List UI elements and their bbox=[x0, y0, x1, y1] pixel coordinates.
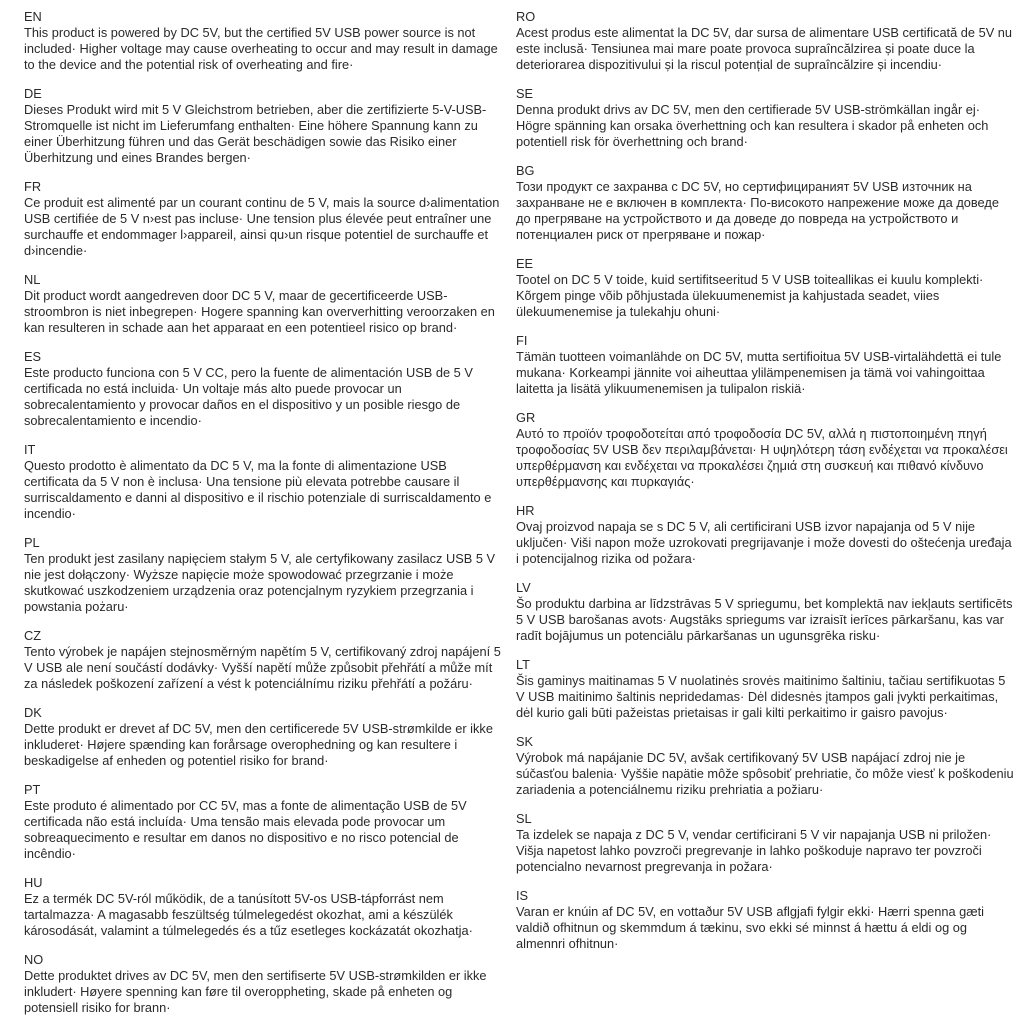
language-code: DK bbox=[24, 705, 42, 720]
language-code: RO bbox=[516, 9, 536, 24]
language-text: Tento výrobek je napájen stejnosměrným napětím 5 V, certifikovaný zdroj napájení 5 V USB ale není součástí dodávky· Vyšší napětí může způsobit přehřátí a může mít za následek poškození zařízení a vést k potenciálnímu riziku přehřátí a požáru· bbox=[24, 644, 501, 691]
language-text: Varan er knúin af DC 5V, en vottaður 5V USB aflgjafi fylgir ekki· Hærri spenna gæti valdið ofhitnun og skemmdum á tækinu, svo ekki sé minnst á hættu á eldi og og almennri ofhitnun· bbox=[516, 904, 985, 951]
language-text: Ta izdelek se napaja z DC 5 V, vendar certificirani 5 V vir napajanja USB ni priložen· Višja napetost lahko povzroči pregrevanje in lahko poškoduje napravo ter povzroči potencialno nevarnost pregrevanja in požara· bbox=[516, 827, 992, 874]
language-text: Este producto funciona con 5 V CC, pero la fuente de alimentación USB de 5 V certificada no está incluida· Un voltaje más alto puede provocar un sobrecalentamiento y provocar daños en el dispositivo y un posible riesgo de sobrecalentamiento e incendio· bbox=[24, 365, 473, 428]
language-section bbox=[24, 952, 504, 1016]
language-section bbox=[516, 580, 1016, 644]
language-section bbox=[516, 410, 1016, 490]
language-text: Questo prodotto è alimentato da DC 5 V, ma la fonte di alimentazione USB certificata da 5 V non è inclusa· Una tensione più elevata potrebbe causare il surriscaldamento e danni al dispositivo e il rischio potenziale di surriscaldamento e incendio· bbox=[24, 458, 492, 521]
language-section bbox=[24, 875, 504, 939]
language-section bbox=[24, 349, 504, 429]
language-section bbox=[516, 657, 1016, 721]
language-text: Ovaj proizvod napaja se s DC 5 V, ali certificirani USB izvor napajanja od 5 V nije uključen· Viši napon može uzrokovati pregrijavanje i može dovesti do oštećenja uređaja i potencijalnog rizika od požara· bbox=[516, 519, 1012, 566]
language-text: Šo produktu darbina ar līdzstrāvas 5 V spriegumu, bet komplektā nav iekļauts sertificēts 5 V USB barošanas avots· Augstāks spriegums var izraisīt ierīces pārkaršanu, kas var radīt bojājumus un potenciālu pārkaršanas un ugunsgrēka risku· bbox=[516, 596, 1013, 643]
language-text: Acest produs este alimentat la DC 5V, dar sursa de alimentare USB certificată de 5V nu este inclusă· Tensiunea mai mare poate provoca supraîncălzirea și poate duce la deteriorarea dispozitivului și la riscul potențial de supraîncălzire și incendiu· bbox=[516, 25, 1013, 72]
language-section bbox=[24, 442, 504, 522]
language-text: Denna produkt drivs av DC 5V, men den certifierade 5V USB-strömkällan ingår ej· Högre spänning kan orsaka överhettning och kan resultera i skador på enheten och potentiell risk för överhettning och brand· bbox=[516, 102, 989, 149]
language-code: PL bbox=[24, 535, 40, 550]
language-section bbox=[24, 9, 504, 73]
language-text: Este produto é alimentado por CC 5V, mas a fonte de alimentação USB de 5V certificada não está incluída· Uma tensão mais elevada pode provocar um sobreaquecimento e resultar em danos no dispositivo e no risco potencial de incêndio· bbox=[24, 798, 467, 861]
language-code: NL bbox=[24, 272, 41, 287]
language-code: SE bbox=[516, 86, 534, 101]
language-section bbox=[516, 503, 1016, 567]
language-section bbox=[516, 888, 1016, 952]
language-code: LT bbox=[516, 657, 530, 672]
language-section bbox=[24, 86, 504, 166]
language-section bbox=[516, 734, 1016, 798]
language-section bbox=[24, 705, 504, 769]
language-section bbox=[516, 333, 1016, 397]
language-section bbox=[24, 782, 504, 862]
language-code: GR bbox=[516, 410, 536, 425]
language-code: SL bbox=[516, 811, 532, 826]
language-code: PT bbox=[24, 782, 41, 797]
language-code: EE bbox=[516, 256, 534, 271]
language-section bbox=[24, 535, 504, 615]
language-code: DE bbox=[24, 86, 42, 101]
language-code: LV bbox=[516, 580, 531, 595]
language-section bbox=[516, 86, 1016, 150]
language-code: SK bbox=[516, 734, 534, 749]
language-code: CZ bbox=[24, 628, 42, 643]
language-code: IT bbox=[24, 442, 36, 457]
column-right bbox=[516, 9, 1016, 1024]
column-left bbox=[24, 9, 504, 1024]
language-text: Dette produkt er drevet af DC 5V, men den certificerede 5V USB-strømkilde er ikke inkluderet· Højere spænding kan forårsage overophedning og kan resultere i beskadigelse af enheden og potentiel risiko for brand· bbox=[24, 721, 493, 768]
language-text: Ten produkt jest zasilany napięciem stałym 5 V, ale certyfikowany zasilacz USB 5 V nie jest dołączony· Wyższe napięcie może spowodować przegrzanie i może skutkować uszkodzeniem urządzenia oraz potencjalnym ryzykiem przegrzania i powstania pożaru· bbox=[24, 551, 496, 614]
language-text: Tootel on DC 5 V toide, kuid sertifitseeritud 5 V USB toiteallikas ei kuulu komplekti· Kõrgem pinge võib põhjustada ülekuumenemist ja kahjustada seadet, viies ülekuumenemise ja tulekahju ohuni· bbox=[516, 272, 984, 319]
language-text: This product is powered by DC 5V, but the certified 5V USB power source is not included· Higher voltage may cause overheating to occur and may result in damage to the device and the potential risk of overheating and fire· bbox=[24, 25, 498, 72]
language-code: EN bbox=[24, 9, 42, 24]
language-code: HR bbox=[516, 503, 535, 518]
language-text: Αυτό το προϊόν τροφοδοτείται από τροφοδοσία DC 5V, αλλά η πιστοποιημένη πηγή τροφοδοσίας 5V USB δεν περιλαμβάνεται· Η υψηλότερη τάση ενδέχεται να προκαλέσει υπερθέρμανση και ενδέχεται να προκαλέσει ζημιά στη συσκευή και πιθανό κίνδυνο υπερθέρμανσης και πυρκαγιάς· bbox=[516, 426, 1008, 489]
language-code: IS bbox=[516, 888, 529, 903]
language-text: Dette produktet drives av DC 5V, men den sertifiserte 5V USB-strømkilden er ikke inkludert· Høyere spenning kan føre til overoppheting, skade på enheten og potensiell risiko for brann· bbox=[24, 968, 487, 1015]
language-text: Dit product wordt aangedreven door DC 5 V, maar de gecertificeerde USB-stroombron is niet inbegrepen· Hogere spanning kan oververhitting veroorzaken en kan resulteren in schade aan het apparaat en een potentieel risico op brand· bbox=[24, 288, 495, 335]
language-code: BG bbox=[516, 163, 535, 178]
language-section bbox=[24, 272, 504, 336]
language-text: Dieses Produkt wird mit 5 V Gleichstrom betrieben, aber die zertifizierte 5-V-USB-Stromquelle ist nicht im Lieferumfang enthalten· Eine höhere Spannung kann zu einer Überhitzung führen und das Gerät beschädigen sowie das Risiko einer Überhitzung und eines Brandes bergen· bbox=[24, 102, 487, 165]
language-section bbox=[516, 256, 1016, 320]
language-section bbox=[516, 9, 1016, 73]
language-code: ES bbox=[24, 349, 42, 364]
language-text: Tämän tuotteen voimanlähde on DC 5V, mutta sertifioitua 5V USB-virtalähdettä ei tule mukana· Korkeampi jännite voi aiheuttaa ylilämpenemisen ja tämä voi vahingoittaa laitetta ja lisätä ylikuumenemisen ja tulipalon riskiä· bbox=[516, 349, 1002, 396]
language-text: Výrobok má napájanie DC 5V, avšak certifikovaný 5V USB napájací zdroj nie je súčasťou balenia· Vyššie napätie môže spôsobiť prehriatie, čo môže viesť k poškodeniu zariadenia a potenciálnemu riziku prehriatia a požiaru· bbox=[516, 750, 1014, 797]
language-code: FR bbox=[24, 179, 42, 194]
language-text: Ce produit est alimenté par un courant continu de 5 V, mais la source d›alimentation USB certifiée de 5 V n›est pas incluse· Une tension plus élevée peut entraîner une surchauffe et endommager l›appareil, ainsi qu›un risque potentiel de surchauffe et d›incendie· bbox=[24, 195, 500, 258]
language-code: FI bbox=[516, 333, 528, 348]
language-section bbox=[24, 628, 504, 692]
language-section bbox=[516, 163, 1016, 243]
language-text: Šis gaminys maitinamas 5 V nuolatinės srovės maitinimo šaltiniu, tačiau sertifikuotas 5 V USB maitinimo šaltinis nepridedamas· Dėl didesnės įtampos gali įvykti perkaitimas, dėl kurio gali būti pažeistas prietaisas ir gali kilti perkaitimo ir gaisro pavojus· bbox=[516, 673, 1006, 720]
language-text: Ez a termék DC 5V-ról működik, de a tanúsított 5V-os USB-tápforrást nem tartalmazza· A magasabb feszültség túlmelegedést okozhat, ami a készülék károsodását, valamint a túlmelegedés és a tűz esetleges kockázatát okozhatja· bbox=[24, 891, 473, 938]
language-text: Този продукт се захранва с DC 5V, но сертифицираният 5V USB източник на захранване не е включен в комплекта· По-високото напрежение може да доведе до прегряване на устройството и да доведе до повреда на устройството и потенциален риск от прегряване и пожар· bbox=[516, 179, 999, 242]
language-section bbox=[24, 179, 504, 259]
language-code: HU bbox=[24, 875, 43, 890]
language-section bbox=[516, 811, 1016, 875]
language-code: NO bbox=[24, 952, 44, 967]
